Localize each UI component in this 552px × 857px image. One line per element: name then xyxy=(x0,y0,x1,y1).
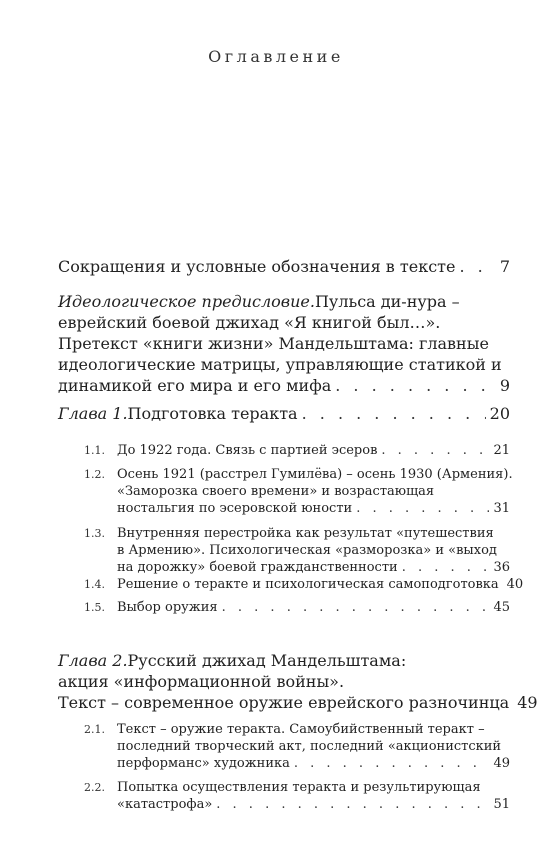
entry-text: Претекст «книги жизни» Мандельштама: главные xyxy=(58,334,489,353)
entry-text: еврейский боевой джихад «Я книгой был…». xyxy=(58,313,441,332)
dot-leader xyxy=(294,755,490,772)
toc-entry-chapter-2[interactable] xyxy=(58,650,538,713)
dot-leader xyxy=(302,403,486,424)
section-text: перформанс» художника xyxy=(117,756,290,771)
toc-entry-chapter-1[interactable] xyxy=(58,403,510,424)
section-text: Осень 1921 (расстрел Гумилёва) – осень 1930 (Армения). xyxy=(117,467,513,482)
entry-italic-lead: Глава 1. xyxy=(58,404,128,423)
dot-leader xyxy=(356,500,489,517)
section-text: «катастрофа» xyxy=(117,797,213,812)
section-number: 2.1. xyxy=(84,723,105,736)
section-text: Текст – оружие теракта. Самоубийственный теракт – xyxy=(117,722,485,737)
toc-section-2-2[interactable] xyxy=(117,779,510,813)
page-number: 20 xyxy=(489,404,510,423)
section-text: Решение о теракте и психологическая самоподготовка xyxy=(117,577,499,592)
page-number: 49 xyxy=(517,693,538,712)
dot-leader xyxy=(402,559,490,576)
entry-text: Пульса ди-нура – xyxy=(314,292,460,311)
dot-leader xyxy=(381,442,489,459)
dot-leader xyxy=(216,796,489,813)
section-text: последний творческий акт, последний «акционистский xyxy=(117,739,502,754)
section-text: на дорожку» боевой гражданственности xyxy=(117,560,398,575)
toc-entry-abbreviations[interactable] xyxy=(58,256,510,277)
section-text: Внутренняя перестройка как результат «путешествия xyxy=(117,526,494,541)
entry-text: акция «информационной войны». xyxy=(58,672,345,691)
entry-italic-lead: Глава 2. xyxy=(58,651,128,670)
entry-italic-lead: Идеологическое предисловие. xyxy=(58,292,315,311)
entry-text: идеологические матрицы, управляющие статикой и xyxy=(58,355,502,374)
section-number: 1.2. xyxy=(84,468,105,481)
section-number: 2.2. xyxy=(84,781,105,794)
page-number: 49 xyxy=(493,756,510,771)
page-number: 36 xyxy=(493,560,510,575)
page-number: 45 xyxy=(493,600,510,615)
section-text: «Заморозка своего времени» и возрастающая xyxy=(117,484,435,499)
entry-text: динамикой его мира и его мифа xyxy=(58,376,332,395)
section-text: Выбор оружия xyxy=(117,600,218,615)
section-text: в Армению». Психологическая «разморозка» и «выход xyxy=(117,543,497,558)
dot-leader xyxy=(459,256,495,277)
toc-section-1-5[interactable] xyxy=(117,599,510,616)
section-number: 1.3. xyxy=(84,527,105,540)
page-number: 40 xyxy=(506,577,524,592)
entry-text: Текст – современное оружие еврейского разночинца xyxy=(58,693,510,712)
page-number: 7 xyxy=(499,257,510,276)
page-number: 9 xyxy=(499,376,510,395)
dot-leader xyxy=(222,599,490,616)
toc-section-1-2[interactable] xyxy=(117,466,513,517)
section-number: 1.1. xyxy=(84,444,105,457)
page-number: 21 xyxy=(493,443,510,458)
toc-section-1-1[interactable] xyxy=(117,442,510,459)
toc-section-1-3[interactable] xyxy=(117,525,510,576)
dot-leader xyxy=(335,375,496,396)
section-number: 1.5. xyxy=(84,601,105,614)
toc-entry-preface[interactable] xyxy=(58,291,510,396)
section-text: Попытка осуществления теракта и результирующая xyxy=(117,780,481,795)
page-number: 31 xyxy=(493,501,510,516)
entry-text: Сокращения и условные обозначения в тексте xyxy=(58,257,456,276)
section-text: До 1922 года. Связь с партией эсеров xyxy=(117,443,378,458)
page-number: 51 xyxy=(493,797,510,812)
toc-title: Оглавление xyxy=(208,47,344,66)
toc-section-1-4[interactable] xyxy=(117,576,524,593)
entry-text: Русский джихад Мандельштама: xyxy=(127,651,407,670)
section-number: 1.4. xyxy=(84,578,105,591)
section-text: ностальгия по эсеровской юности xyxy=(117,501,353,516)
entry-text: Подготовка теракта xyxy=(127,404,298,423)
toc-section-2-1[interactable] xyxy=(117,721,510,772)
